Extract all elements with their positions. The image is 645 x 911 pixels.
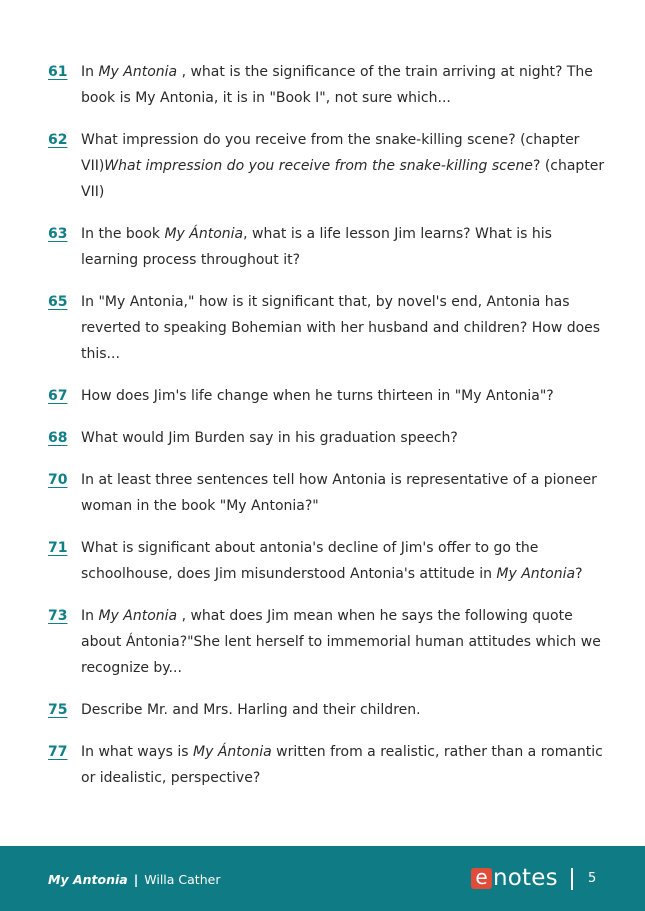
question-item xyxy=(48,425,608,451)
question-text-part: How does Jim's life change when he turns thirteen in "My Antonia"? xyxy=(81,388,554,404)
question-text-part: What impression do you receive from the snake-killing scene? (chapter VII) xyxy=(81,132,580,174)
question-item xyxy=(48,603,608,681)
enotes-logo[interactable] xyxy=(471,866,558,890)
question-number-link[interactable]: 65 xyxy=(48,294,68,310)
question-text-part: , what does Jim mean when he says the following quote about Ántonia?"She lent herself to immemorial human attitudes which we recognize by... xyxy=(81,608,601,676)
question-number-link[interactable]: 67 xyxy=(48,388,68,404)
question-item xyxy=(48,697,608,723)
book-title-italic: My Ántonia xyxy=(164,226,244,242)
question-text-part: Describe Mr. and Mrs. Harling and their children. xyxy=(81,702,421,718)
question-text xyxy=(81,127,608,205)
footer-separator: | xyxy=(133,872,139,887)
question-item xyxy=(48,467,608,519)
footer-author: Willa Cather xyxy=(144,872,221,887)
question-text-part: In xyxy=(81,64,99,80)
question-number-link[interactable]: 73 xyxy=(48,608,68,624)
question-text-part: In what ways is xyxy=(81,744,193,760)
footer-book-info xyxy=(48,872,220,887)
question-text xyxy=(81,221,608,273)
question-text-part: ? (chapter VII) xyxy=(81,158,605,200)
book-title-italic: My Antonia xyxy=(98,64,178,80)
page-number: 5 xyxy=(588,871,597,886)
question-number-link[interactable]: 68 xyxy=(48,430,68,446)
question-item xyxy=(48,59,608,111)
question-text-part: , what is a life lesson Jim learns? What is his learning process throughout it? xyxy=(81,226,552,268)
question-text xyxy=(81,535,608,587)
question-text xyxy=(81,425,608,451)
question-text-part: written from a realistic, rather than a romantic or idealistic, perspective? xyxy=(81,744,603,786)
question-number-link[interactable]: 63 xyxy=(48,226,68,242)
question-item xyxy=(48,535,608,587)
question-item xyxy=(48,221,608,273)
enotes-logo-icon: e xyxy=(471,868,492,889)
enotes-logo-text: notes xyxy=(493,865,558,891)
question-text xyxy=(81,289,608,367)
question-number-link[interactable]: 62 xyxy=(48,132,68,148)
question-text xyxy=(81,739,608,791)
question-text-part: , what is the significance of the train arriving at night? The book is My Antonia, it is in "Book I", not sure which... xyxy=(81,64,593,106)
question-item xyxy=(48,739,608,791)
book-title-italic: My Antonia xyxy=(98,608,178,624)
book-title-italic: My Antonia xyxy=(496,566,576,582)
question-item xyxy=(48,383,608,409)
question-text-part: ? xyxy=(575,566,583,582)
question-text-part: What would Jim Burden say in his graduation speech? xyxy=(81,430,458,446)
question-text xyxy=(81,383,608,409)
question-text xyxy=(81,603,608,681)
book-title-italic: My Ántonia xyxy=(193,744,272,760)
question-text-part: In at least three sentences tell how Antonia is representative of a pioneer woman in the book "My Antonia?" xyxy=(81,472,597,514)
question-text-part: In "My Antonia," how is it significant that, by novel's end, Antonia has reverted to speaking Bohemian with her husband and children? How does this... xyxy=(81,294,601,362)
question-item xyxy=(48,127,608,205)
question-text xyxy=(81,59,608,111)
footer-book-title: My Antonia xyxy=(48,872,128,887)
question-text xyxy=(81,467,608,519)
question-text-part: In the book xyxy=(81,226,165,242)
footer-divider xyxy=(571,868,573,890)
question-list xyxy=(48,59,608,807)
question-number-link[interactable]: 71 xyxy=(48,540,68,556)
question-text xyxy=(81,697,608,723)
question-text-part: What is significant about antonia's decline of Jim's offer to go the schoolhouse, does Jim misunderstood Antonia's attitude in xyxy=(81,540,539,582)
question-number-link[interactable]: 70 xyxy=(48,472,68,488)
footer xyxy=(0,846,645,911)
question-number-link[interactable]: 75 xyxy=(48,702,68,718)
question-number-link[interactable]: 61 xyxy=(48,64,68,80)
question-text-part: In xyxy=(81,608,99,624)
question-number-link[interactable]: 77 xyxy=(48,744,68,760)
question-item xyxy=(48,289,608,367)
book-title-italic: What impression do you receive from the snake-killing scene xyxy=(104,158,533,174)
